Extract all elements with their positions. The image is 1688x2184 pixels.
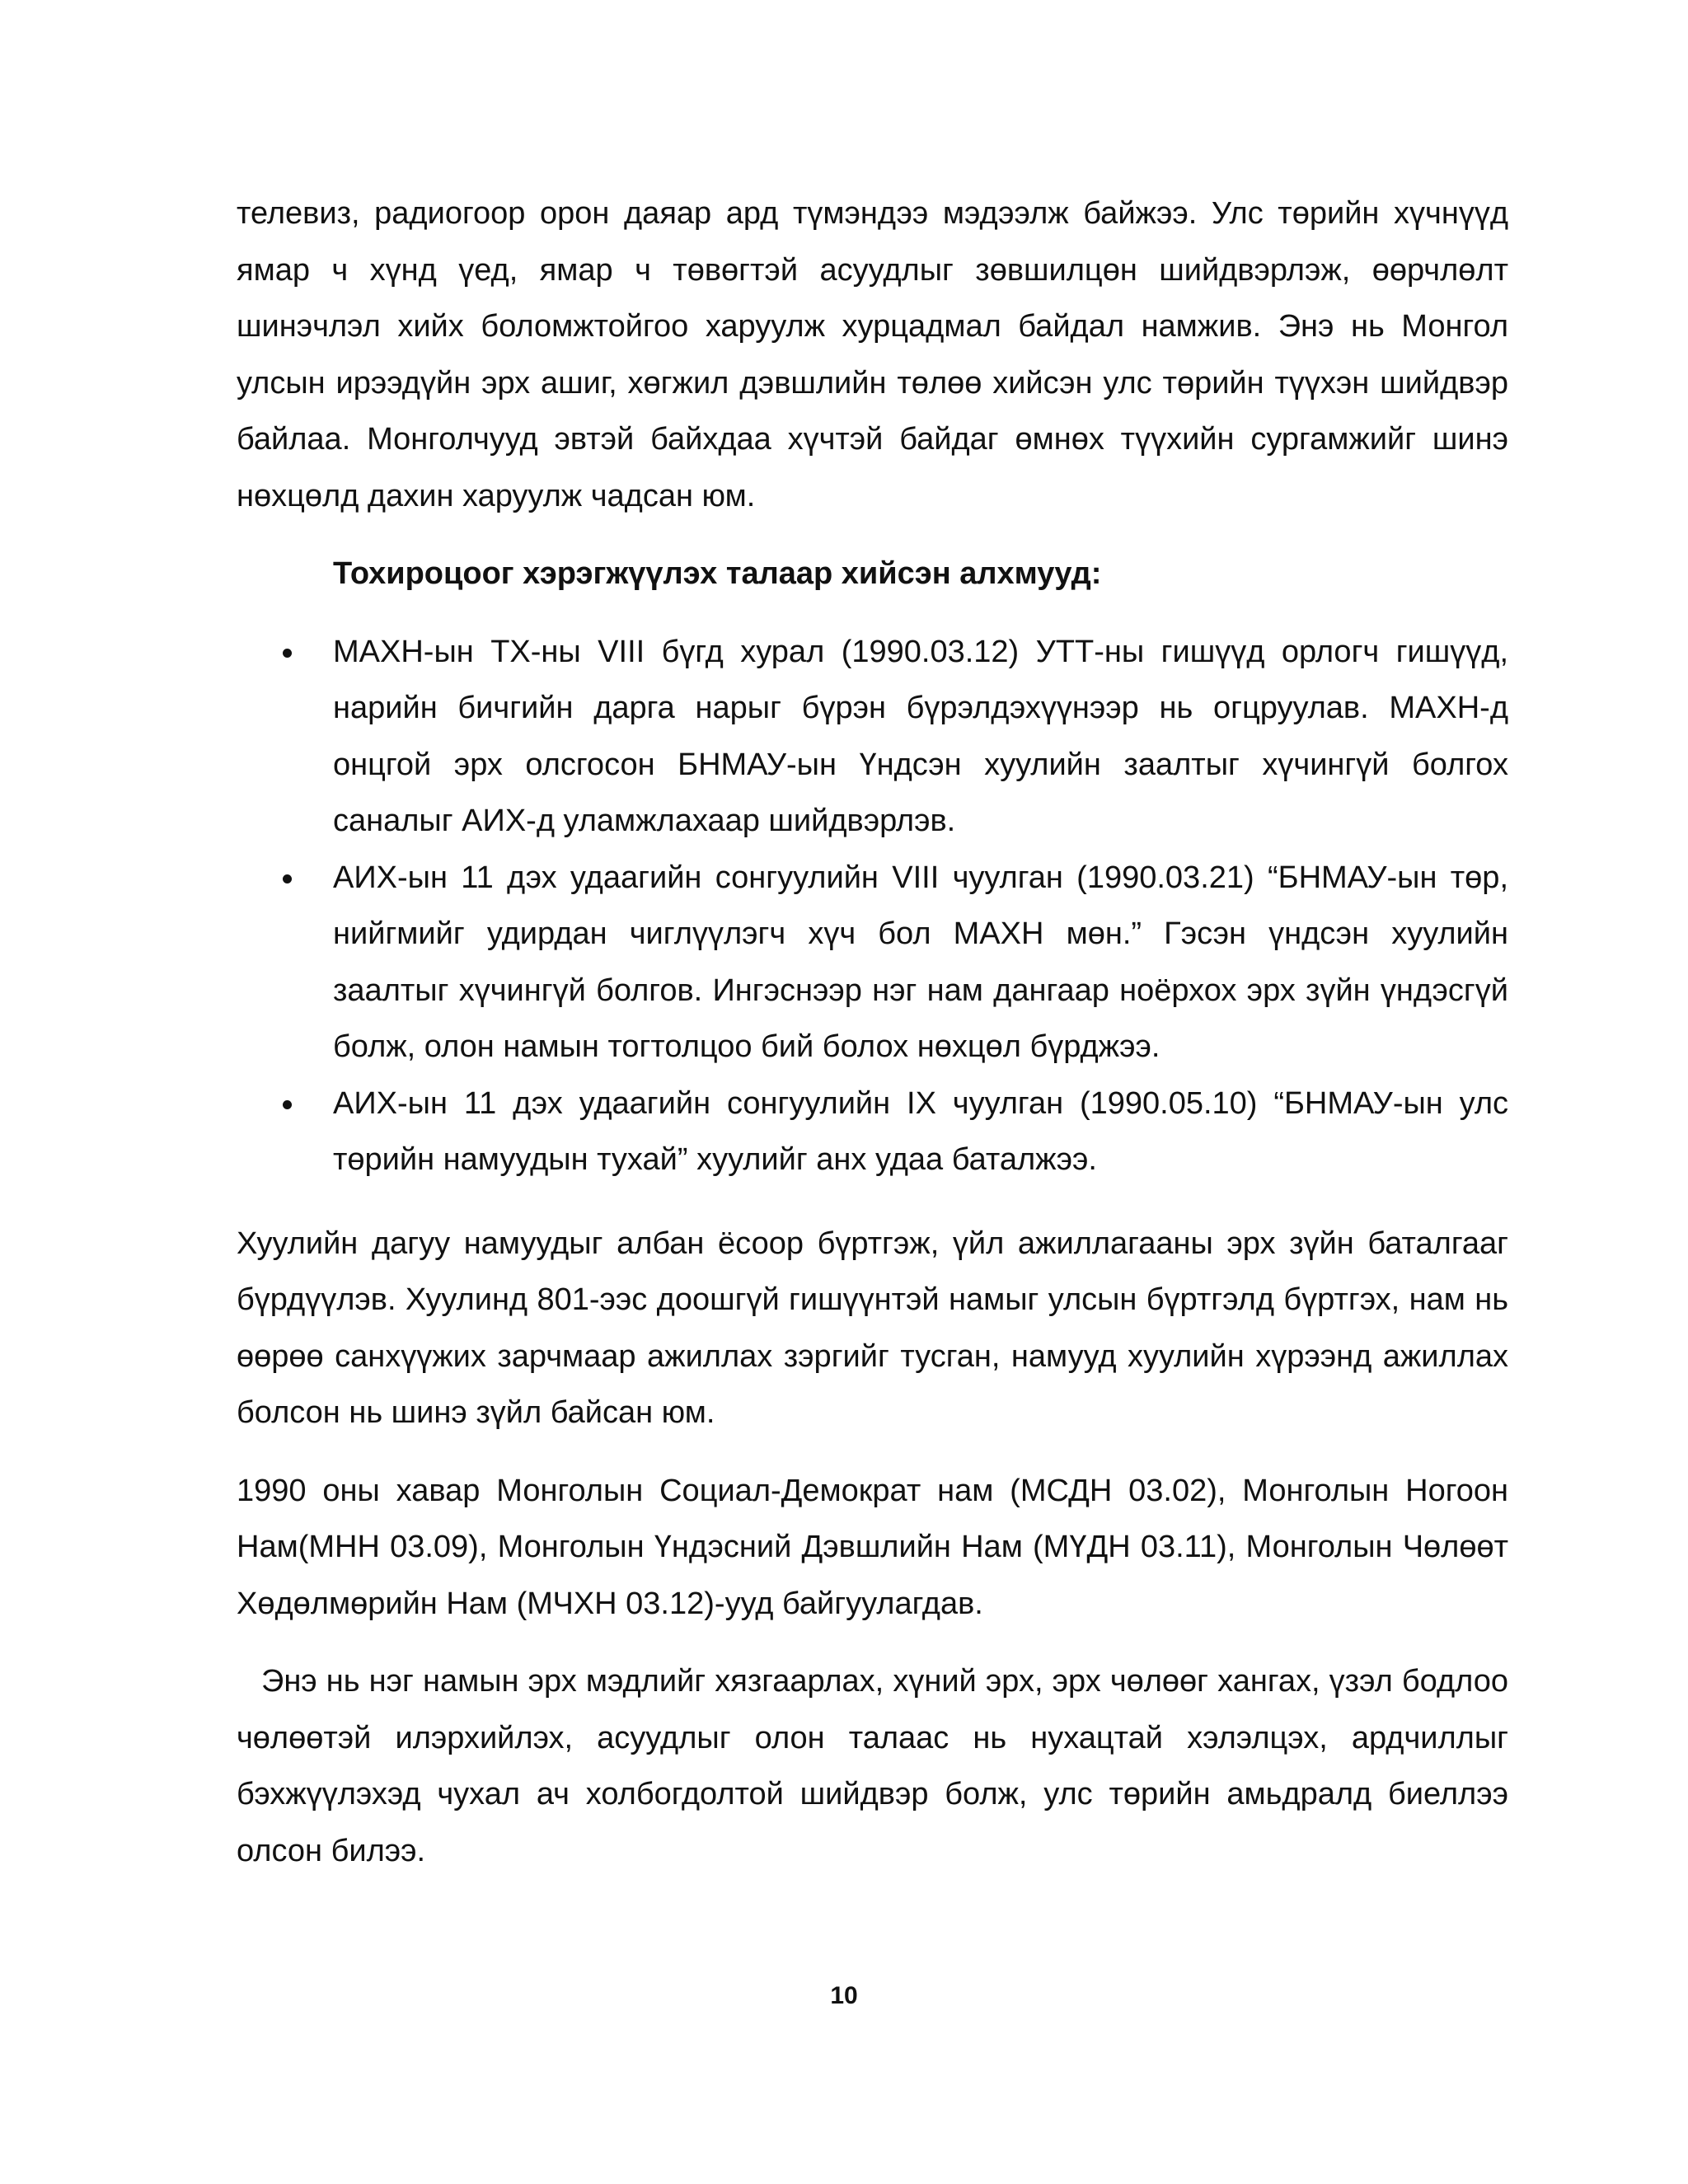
page-number: 10	[830, 1982, 858, 2009]
list-item	[237, 1076, 1508, 1188]
bullet-icon	[283, 874, 292, 883]
bullet-icon	[283, 1100, 292, 1109]
page-body	[237, 185, 1508, 1879]
list-item	[237, 624, 1508, 850]
paragraph-parties-founded: 1990 оны хавар Монголын Социал-Демократ нам (МСДН 03.02), Монголын Ногоон Нам(МНН 03.09), Монголын Үндэсний Дэвшлийн Нам (МҮДН 03.11), Монголын Чөлөөт Хөдөлмөрийн Нам (МЧХН 03.12)-ууд байгуулагдав.	[237, 1473, 1508, 1621]
list-item-text: АИХ-ын 11 дэх удаагийн сонгуулийн VIII чуулган (1990.03.21) “БНМАУ-ын төр, нийгмийг удирдан чиглүүлэгч хүч бол МАХН мөн.” Гэсэн үндсэн хуулийн заалтыг хүчингүй болгов. Ингэснээр нэг нам дангаар ноёрхох эрх зүйн үндэсгүй болж, олон намын тогтолцоо бий болох нөхцөл бүрджээ.	[333, 860, 1508, 1064]
bullet-icon	[283, 649, 292, 658]
bullet-list	[237, 624, 1508, 1188]
list-item-text: АИХ-ын 11 дэх удаагийн сонгуулийн IX чуулган (1990.05.10) “БНМАУ-ын улс төрийн намуудын тухай” хуулийг анх удаа баталжээ.	[333, 1085, 1508, 1177]
section-heading: Тохироцоог хэрэгжүүлэх талаар хийсэн алхмууд:	[333, 556, 1102, 591]
list-item-text: МАХН-ын ТХ-ны VIII бүгд хурал (1990.03.12) УТТ-ны гишүүд орлогч гишүүд, нарийн бичгийн дарга нарыг бүрэн бүрэлдэхүүнээр нь огцруулав. МАХН-д онцгой эрх олсгосон БНМАУ-ын Үндсэн хуулийн заалтыг хүчингүй болгох саналыг АИХ-д уламжлахаар шийдвэрлэв.	[333, 634, 1508, 838]
paragraph-conclusion: Энэ нь нэг намын эрх мэдлийг хязгаарлах, хүний эрх, эрх чөлөөг хангах, үзэл бодлоо чөлөөтэй илэрхийлэх, асуудлыг олон талаас нь нухацтай хэлэлцэх, ардчиллыг бэхжүүлэхэд чухал ач холбогдолтой шийдвэр болж, улс төрийн амьдралд биеллээ олсон билээ.	[237, 1664, 1508, 1868]
paragraph-law-registration: Хуулийн дагуу намуудыг албан ёсоор бүртгэж, үйл ажиллагааны эрх зүйн баталгааг бүрдүүлэв. Хуулинд 801-ээс доошгүй гишүүнтэй намыг улсын бүртгэлд бүртгэх, нам нь өөрөө санхүүжих зарчмаар ажиллах зэргийг тусган, намууд хуулийн хүрээнд ажиллах болсон нь шинэ зүйл байсан юм.	[237, 1226, 1508, 1430]
paragraph-intro: телевиз, радиогоор орон даяар ард түмэндээ мэдээлж байжээ. Улс төрийн хүчнүүд ямар ч хүнд үед, ямар ч төвөгтэй асуудлыг зөвшилцөн шийдвэрлэж, өөрчлөлт шинэчлэл хийх боломжтойгоо харуулж хурцадмал байдал намжив. Энэ нь Монгол улсын ирээдүйн эрх ашиг, хөгжил дэвшлийн төлөө хийсэн улс төрийн түүхэн шийдвэр байлаа. Монголчууд эвтэй байхдаа хүчтэй байдаг өмнөх түүхийн сургамжийг шинэ нөхцөлд дахин харуулж чадсан юм.	[237, 196, 1508, 513]
list-item	[237, 850, 1508, 1076]
